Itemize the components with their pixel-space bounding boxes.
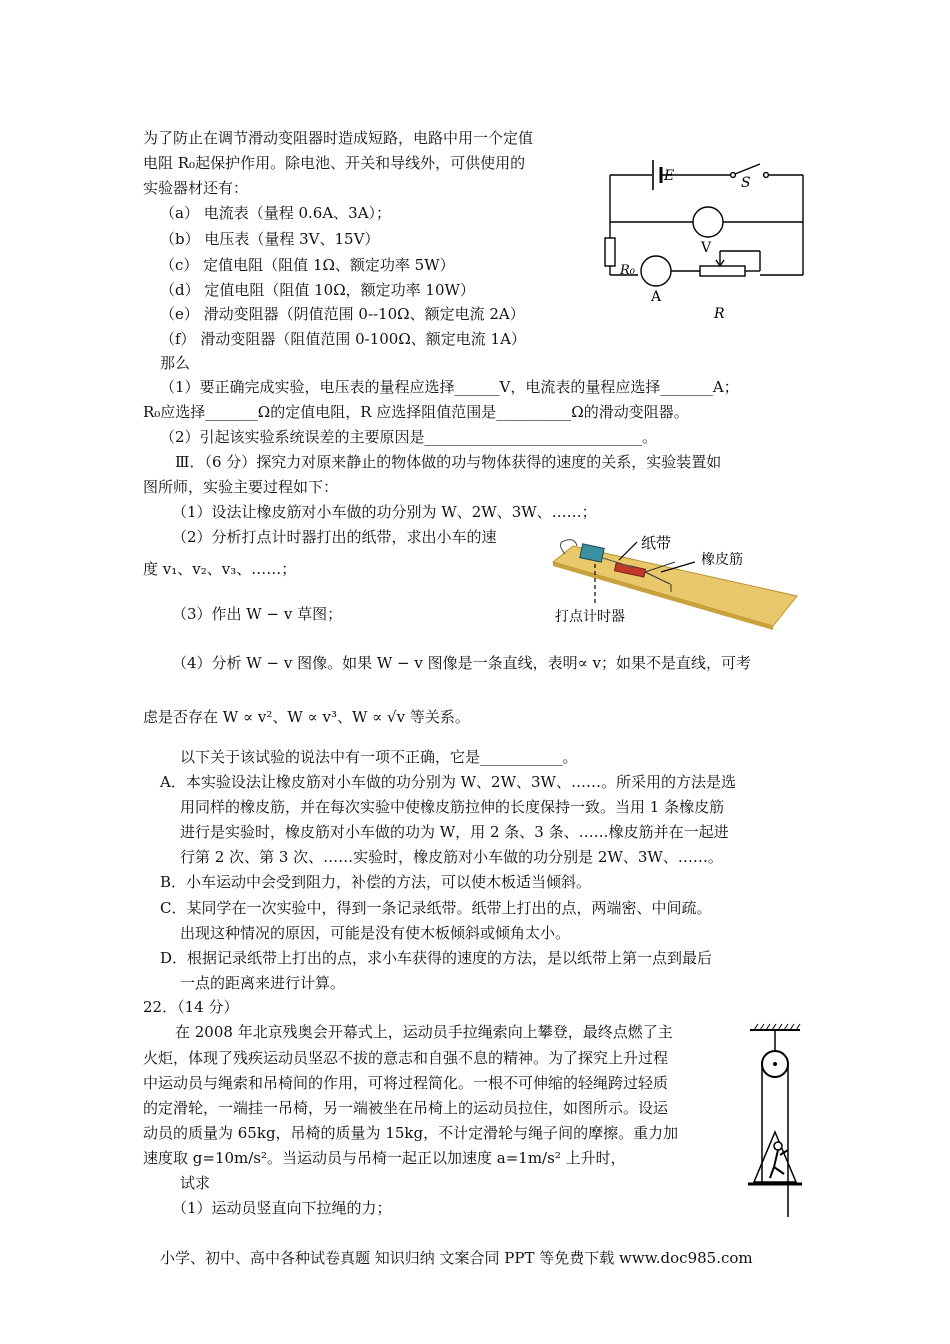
question-1-line-b: R₀应选择_______Ω的定值电阻，R 应选择阻值范围是__________Ω的滑动变阻器。 [143, 403, 689, 421]
label-v: V [701, 240, 712, 256]
label-s: S [741, 175, 751, 191]
problem-22-line-2: 火炬，体现了残疾运动员坚忍不拔的意志和自强不息的精神。为了探究上升过程 [143, 1049, 669, 1067]
intro-line-3: 实验器材还有： [143, 179, 249, 197]
equipment-item-a: （a） 电流表（量程 0.6A、3A）； [160, 204, 392, 222]
step-3: （3）作出 W − v 草图； [172, 605, 343, 623]
apparatus-diagram [545, 532, 807, 632]
option-a-line-3: 进行是实验时，橡皮筋对小车做的功为 W，用 2 条、3 条、……橡皮筋并在一起进 [180, 823, 729, 841]
pulley-diagram [740, 1022, 810, 1222]
problem-22-line-5: 动员的质量为 65kg，吊椅的质量为 15kg，不计定滑轮与绳子间的摩擦。重力加 [143, 1124, 679, 1142]
section-3-heading-2: 图所师，实验主要过程如下： [143, 478, 339, 496]
option-a-line-1: A．本实验设法让橡皮筋对小车做的功分别为 W、2W、3W、……。所采用的方法是选 [160, 773, 736, 791]
question-2: （2）引起该实验系统误差的主要原因是_____________________________。 [160, 428, 658, 446]
step-4: （4）分析 W − v 图像。如果 W − v 图像是一条直线，表明∝ v；如果不是直线，可考 [172, 654, 752, 672]
label-a: A [651, 289, 662, 305]
problem-22-ask: 试求 [180, 1174, 211, 1192]
section-3-heading-1: Ⅲ．（6 分）探究力对原来静止的物体做的功与物体获得的速度的关系，实验装置如 [175, 453, 722, 471]
label-r0: R₀ [620, 263, 635, 278]
label-r: R [714, 306, 725, 322]
label-tape: 纸带 [641, 534, 672, 552]
problem-22-q1: （1）运动员竖直向下拉绳的力； [172, 1199, 392, 1217]
circuit-diagram [600, 150, 810, 325]
question-1-line-a: （1）要正确完成实验，电压表的量程应选择______V，电流表的量程应选择_______A； [160, 378, 739, 396]
equipment-item-b: （b） 电压表（量程 3V、15V） [160, 230, 380, 248]
equipment-item-c: （c） 定值电阻（阻值 1Ω、额定功率 5W） [160, 256, 455, 274]
then-word: 那么 [160, 354, 191, 372]
option-c-line-2: 出现这种情况的原因，可能是没有使木板倾斜或倾角太小。 [180, 924, 571, 942]
problem-22-number: 22．（14 分） [143, 998, 239, 1016]
step-2-line-a: （2）分析打点计时器打出的纸带，求出小车的速 [172, 528, 497, 546]
option-b: B．小车运动中会受到阻力，补偿的方法，可以使木板适当倾斜。 [160, 873, 592, 891]
option-a-line-2: 用同样的橡皮筋，并在每次实验中使橡皮筋拉伸的长度保持一致。当用 1 条橡皮筋 [180, 798, 725, 816]
problem-22-line-4: 的定滑轮，一端挂一吊椅，另一端被坐在吊椅上的运动员拉住，如图所示。设运 [143, 1099, 669, 1117]
intro-line-1: 为了防止在调节滑动变阻器时造成短路，电路中用一个定值 [143, 129, 534, 147]
step-2-line-b: 度 v₁、v₂、v₃、……； [143, 560, 297, 578]
equipment-item-f: （f） 滑动变阻器（阻值范围 0-100Ω、额定电流 1A） [160, 330, 526, 348]
equipment-item-d: （d） 定值电阻（阻值 10Ω，额定功率 10W） [160, 281, 475, 299]
equipment-item-e: （e） 滑动变阻器（阴值范围 0--10Ω、额定电流 2A） [160, 305, 525, 323]
problem-22-line-3: 中运动员与绳索和吊椅间的作用，可将过程简化。一根不可伸缩的轻绳跨过轻质 [143, 1074, 669, 1092]
label-e: E [664, 168, 675, 184]
step-1: （1）设法让橡皮筋对小车做的功分别为 W、2W、3W、……； [172, 503, 597, 521]
option-d-line-1: D．根据记录纸带上打出的点，求小车获得的速度的方法，是以纸带上第一点到最后 [160, 949, 713, 967]
problem-22-line-1: 在 2008 年北京残奥会开幕式上，运动员手拉绳索向上攀登，最终点燃了主 [175, 1023, 673, 1041]
intro-line-2: 电阻 R₀起保护作用。除电池、开关和导线外，可供使用的 [143, 154, 526, 172]
step-5: 虑是否存在 W ∝ v²、W ∝ v³、W ∝ √v 等关系。 [143, 708, 470, 726]
option-c-line-1: C．某同学在一次实验中，得到一条记录纸带。纸带上打出的点，两端密、中间疏。 [160, 899, 712, 917]
option-d-line-2: 一点的距离来进行计算。 [180, 974, 346, 992]
label-rubber-band: 橡皮筋 [701, 552, 743, 568]
label-timer: 打点计时器 [555, 609, 625, 625]
problem-22-line-6: 速度取 g=10m/s²。当运动员与吊椅一起正以加速度 a=1m/s² 上升时， [143, 1149, 626, 1167]
question-ask: 以下关于该试验的说法中有一项不正确，它是___________。 [180, 748, 578, 766]
option-a-line-4: 行第 2 次、第 3 次、……实验时，橡皮筋对小车做的功分别是 2W、3W、……。 [180, 848, 723, 866]
footer: 小学、初中、高中各种试卷真题 知识归纳 文案合同 PPT 等免费下载 www.doc985.com [160, 1249, 753, 1267]
